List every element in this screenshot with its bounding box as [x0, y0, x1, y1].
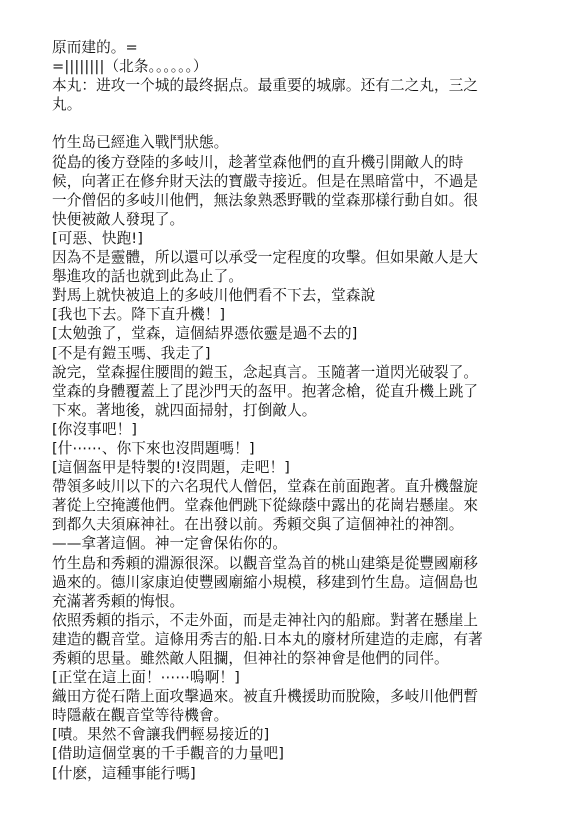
text-line: 丸。 — [52, 96, 82, 114]
text-line: 候，向著正在修弁財天法的寶嚴寺接近。但是在黑暗當中，不過是 — [52, 172, 479, 190]
text-line: 織田方從石階上面攻擊過來。被直升機援助而脫險，多岐川他們暫 — [52, 688, 479, 706]
text-line: 下來。著地後，就四面掃射，打倒敵人。 — [52, 401, 317, 419]
text-line: [你沒事吧！] — [52, 420, 138, 438]
text-line: [太勉強了，堂森，這個結界憑依靈是過不去的] — [52, 325, 358, 343]
blank-line — [52, 114, 552, 133]
text-line: 快便被敵人發現了。 — [52, 210, 185, 228]
text-line: 說完，堂森握住腰間的鎧玉，念起真言。玉隨著一道閃光破裂了。 — [52, 363, 479, 381]
text-line: 過來的。德川家康迫使豐國廟縮小規模，移建到竹生島。這個島也 — [52, 573, 479, 591]
text-line: 舉進攻的話也就到此為止了。 — [52, 268, 244, 286]
text-line: [嘖。果然不會讓我們輕易接近的] — [52, 726, 270, 744]
text-line: [可惡、快跑!] — [52, 229, 144, 247]
text-line: [借助這個堂裏的千手觀音的力量吧] — [52, 745, 284, 763]
text-line: 帶領多岐川以下的六名現代人僧侶，堂森在前面跑著。直升機盤旋 — [52, 478, 479, 496]
text-line: 建造的觀音堂。這條用秀吉的船.日本丸的廢材所建造的走廊，有著 — [52, 630, 483, 648]
text-line: 一介僧侶的多岐川他們，無法象熟悉野戰的堂森那樣行動自如。很 — [52, 191, 479, 209]
text-line: 對馬上就快被追上的多岐川他們看不下去，堂森說 — [52, 287, 376, 305]
text-line: 充滿著秀頼的悔恨。 — [52, 592, 185, 610]
text-line: [我也下去。降下直升機！] — [52, 306, 226, 324]
text-line: 竹生岛已經進入戰鬥狀態。 — [52, 134, 229, 152]
text-body — [52, 38, 552, 783]
text-line: =||||||||（北条。。。。。。） — [52, 58, 208, 76]
text-line: 從島的後方登陸的多岐川，趁著堂森他們的直升機引開敵人的時 — [52, 153, 464, 171]
text-line: [不是有鎧玉嗎、我走了] — [52, 344, 211, 362]
text-line: [正堂在這上面！⋯⋯嗚啊！] — [52, 669, 240, 687]
text-line: ——拿著這個。神一定會保佑你的。 — [52, 535, 288, 553]
text-line: 時隱蔽在觀音堂等待機會。 — [52, 707, 229, 725]
text-line: [什麽，這種事能行嗎] — [52, 764, 196, 782]
text-line: [這個盔甲是特製的!沒問題，走吧！] — [52, 459, 290, 477]
document-page — [52, 38, 552, 783]
text-line: [什⋯⋯、你下來也沒問題嗎！] — [52, 439, 255, 457]
text-line: 本丸：进攻一个城的最终据点。最重要的城廓。还有二之丸，三之 — [52, 77, 479, 95]
text-line: 著從上空掩護他們。堂森他們跳下從綠蔭中露出的花崗岩懸崖。來 — [52, 497, 479, 515]
text-line: 原而建的。= — [52, 39, 138, 56]
text-line: 到都久夫須麻神社。在出發以前。秀頼交與了這個神社的神劄。 — [52, 516, 464, 534]
text-line: 因為不是靈體，所以還可以承受一定程度的攻擊。但如果敵人是大 — [52, 249, 479, 267]
text-line: 堂森的身體覆蓋上了毘沙門天的盔甲。抱著念槍，從直升機上跳了 — [52, 382, 479, 400]
text-line: 秀頼的思量。雖然敵人阻攔，但神社的祭神會是他們的同伴。 — [52, 650, 449, 667]
text-line: 竹生島和秀頼的淵源很深。以觀音堂為首的桃山建築是從豐國廟移 — [52, 554, 479, 572]
text-line: 依照秀頼的指示，不走外面，而是走神社內的船廊。對著在懸崖上 — [52, 611, 479, 629]
